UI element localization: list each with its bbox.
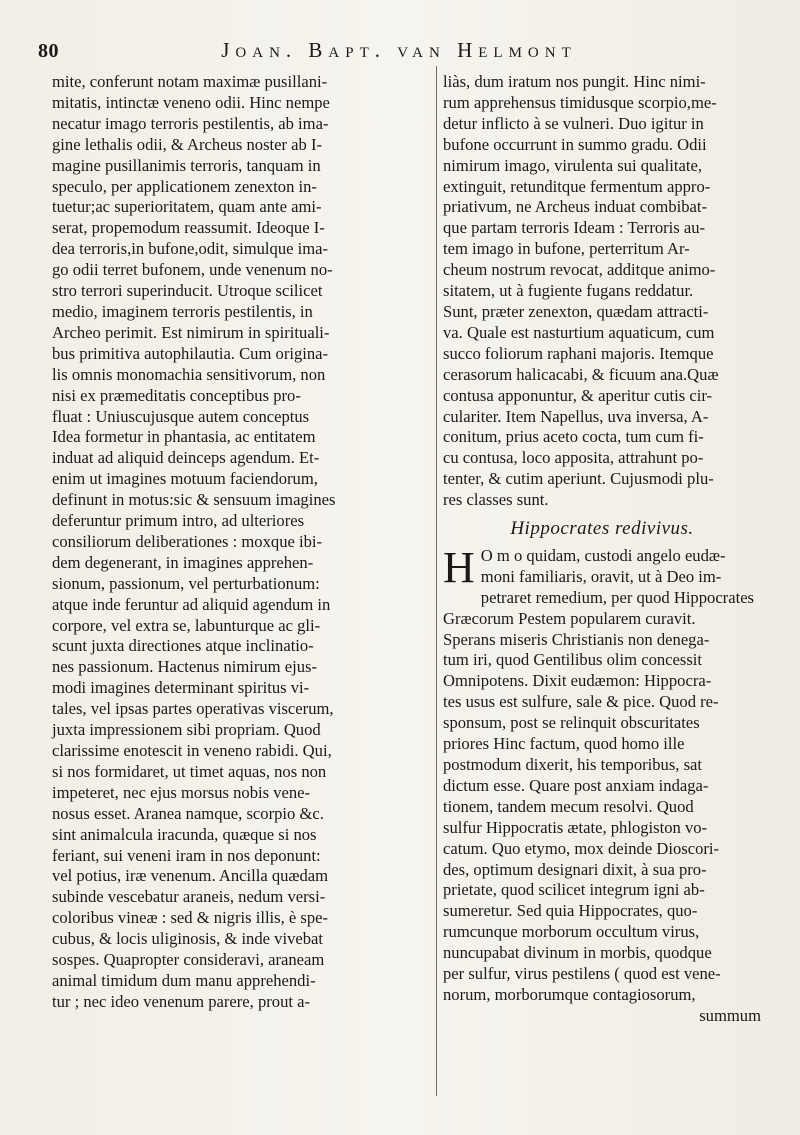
text-line: tem imago in bufone, perterritum Ar- [443, 239, 690, 259]
text-line: nes passionum. Hactenus nimirum ejus- [52, 657, 317, 677]
text-line: stro terrori superinducit. Utroque scilicet [52, 281, 323, 301]
text-line: Archeo perimit. Est nimirum in spirituali- [52, 322, 330, 342]
text-line: modi imagines determinant spiritus vi- [52, 678, 310, 698]
text-line: sumeretur. Sed quia Hippocrates, quo- [443, 901, 698, 921]
catchword: summum [699, 1005, 761, 1025]
text-line: nimirum imago, virulenta sui qualitate, [443, 155, 702, 175]
text-line: per sulfur, virus pestilens ( quod est vene- [443, 964, 721, 984]
text-line: tur ; nec ideo venenum parere, prout a- [52, 991, 311, 1011]
text-line: res classes sunt. [443, 490, 549, 510]
drop-cap: H [443, 542, 475, 592]
text-line: culariter. Item Napellus, uva inversa, A- [443, 406, 709, 426]
text-line: consiliorum deliberationes : moxque ibi- [52, 531, 323, 551]
text-line: cheum nostrum revocat, additque animo- [443, 260, 716, 280]
right-column-bottom-text [443, 542, 761, 1006]
text-line: cerasorum halicacabi, & ficuum ana.Quæ [443, 364, 719, 384]
page-header [38, 30, 760, 66]
text-line: clarissime enotescit in veneno rabidi. Qui, [52, 741, 332, 760]
text-line: moni familiaris, oravit, ut à Deo im- [480, 566, 722, 586]
text-line: serat, propemodum reassumit. Ideoque I- [52, 218, 325, 238]
text-line: succo foliorum raphani majoris. Itemque [443, 343, 714, 363]
text-line: sospes. Quapropter consideravi, araneam [52, 950, 325, 970]
text-line: que partam terroris Ideam : Terroris au- [443, 218, 706, 238]
text-line: tuetur;ac superioritatem, quam ante ami- [52, 197, 322, 217]
text-line: nisi ex præmeditatis conceptibus pro- [52, 385, 301, 405]
text-line: sint animalcula iracunda, quæque si nos [52, 824, 317, 844]
text-line: feriant, sui veneni iram in nos deponunt: [52, 845, 321, 865]
text-line: fluat : Uniuscujusque autem conceptus [52, 406, 310, 426]
text-line: rumcunque morborum occultum virus, [443, 922, 700, 942]
text-line: dictum esse. Quare post anxiam indaga- [443, 775, 709, 795]
text-line: norum, morborumque contagiosorum, [443, 984, 696, 1004]
text-line: tenter, & cutim aperiunt. Cujusmodi plu- [443, 469, 714, 489]
text-line: des, optimum designari dixit, à sua pro- [443, 859, 707, 879]
text-line: necatur imago terroris pestilentis, ab ima- [52, 113, 329, 133]
text-line: O m o quidam, custodi angelo eudæ- [480, 545, 726, 565]
text-line: rum apprehensus timidusque scorpio,me- [443, 92, 717, 112]
text-line: coloribus vineæ : sed & nigris illis, è spe- [52, 908, 329, 928]
text-line: sionum, passionum, vel perturbationum: [52, 573, 320, 593]
text-line: sulfur Hippocratis ætate, phlogiston vo- [443, 817, 708, 837]
text-line: Omnipotens. Dixit eudæmon: Hippocra- [443, 671, 712, 691]
text-line: detur inflicto à se vulneri. Duo igitur in [443, 113, 704, 133]
text-line: subinde vescebatur araneis, nedum versi- [52, 887, 326, 907]
text-line: catum. Quo etymo, mox deinde Dioscori- [443, 838, 720, 858]
text-line: magine pusillanimis terroris, tanquam in [52, 155, 321, 175]
left-column [52, 72, 432, 1013]
text-line: animal timidum dum manu apprehendi- [52, 970, 316, 990]
text-line: conitum, prius aceto cocta, tum cum fi- [443, 427, 704, 447]
text-line: definunt in motus:sic & sensuum imagines [52, 490, 336, 510]
right-column [443, 72, 761, 1027]
text-line: scunt juxta directiones atque inclinatio- [52, 636, 314, 656]
text-line: corpore, vel extra se, labunturque ac gli- [52, 615, 321, 635]
text-line: speculo, per applicationem zenexton in- [52, 176, 317, 196]
text-line: nosus esset. Aranea namque, scorpio &c. [52, 803, 324, 823]
text-line: priativum, ne Archeus induat combibat- [443, 197, 708, 217]
right-column-top-text [443, 72, 761, 511]
text-line: contusa apponuntur, & aperitur cutis cir- [443, 385, 713, 405]
page-number: 80 [38, 40, 59, 62]
text-line: mitatis, intinctæ veneno odii. Hinc nempe [52, 92, 330, 112]
text-line: gine lethalis odii, & Archeus noster ab I- [52, 134, 323, 154]
text-line: vel potius, iræ venenum. Ancilla quædam [52, 866, 329, 886]
text-line: enim ut imagines motuum faciendorum, [52, 469, 318, 489]
text-line: extinguit, retunditque fermentum appro- [443, 176, 711, 196]
text-line: cu contusa, loco apposita, attrahunt po- [443, 448, 704, 468]
text-line: tionem, tandem mecum resolvi. Quod [443, 796, 694, 816]
text-line: induat ad aliquid deinceps agendum. Et- [52, 448, 320, 468]
text-line: deferuntur primum intro, ad ulteriores [52, 511, 305, 531]
text-line: impeteret, nec ejus morsus nobis vene- [52, 782, 311, 802]
text-line: bus primitiva autophilautia. Cum origina- [52, 343, 329, 363]
text-line: Sperans miseris Christianis non denega- [443, 629, 710, 649]
text-line: dea terroris,in bufone,odit, simulque ima- [52, 239, 329, 259]
text-line: prietate, quod scilicet integrum igni ab- [443, 880, 705, 900]
column-divider [436, 66, 437, 1096]
text-line: tes usus est sulfure, sale & pice. Quod re- [443, 692, 719, 712]
text-line: si nos formidaret, ut timet aquas, nos non [52, 761, 327, 781]
text-line: mite, conferunt notam maximæ pusillani- [52, 72, 328, 91]
text-line: cubus, & locis uliginosis, & inde vivebat [52, 929, 324, 949]
text-line: priores Hinc factum, quod homo ille [443, 734, 685, 754]
text-line: bufone occurrunt in summo gradu. Odii [443, 134, 707, 154]
text-line: Græcorum Pestem popularem curavit. [443, 608, 696, 628]
text-line: sitatem, ut à fugiente fugans reddatur. [443, 281, 694, 301]
text-line: Sunt, præter zenexton, quædam attracti- [443, 301, 709, 321]
text-line: go odii terret bufonem, unde venenum no- [52, 260, 333, 280]
text-line: sponsum, post se relinquit obscuritates [443, 713, 700, 733]
text-line: nuncupabat divinum in morbis, quodque [443, 943, 712, 963]
text-line: tales, vel ipsas partes operativas viscerum, [52, 699, 334, 719]
section-heading: Hippocrates redivivus. [510, 518, 694, 540]
text-line: dem degenerant, in imagines apprehen- [52, 552, 314, 572]
text-line: liàs, dum iratum nos pungit. Hinc nimi- [443, 72, 706, 91]
text-line: postmodum dixerit, his temporibus, sat [443, 755, 703, 774]
running-head: Joan. Bapt. van Helmont [221, 38, 577, 62]
text-line: tum iri, quod Gentilibus olim concessit [443, 650, 703, 670]
text-line: atque inde feruntur ad aliquid agendum in [52, 594, 331, 614]
text-line: lis omnis monomachia sensitivorum, non [52, 364, 326, 384]
text-line: medio, imaginem terroris pestilentis, in [52, 301, 313, 321]
text-line: va. Quale est nasturtium aquaticum, cum [443, 322, 715, 342]
text-line: Idea formetur in phantasia, ac entitatem [52, 427, 316, 447]
text-line: petraret remedium, per quod Hippocrates [480, 587, 755, 607]
text-line: juxta impressionem sibi propriam. Quod [52, 720, 321, 740]
